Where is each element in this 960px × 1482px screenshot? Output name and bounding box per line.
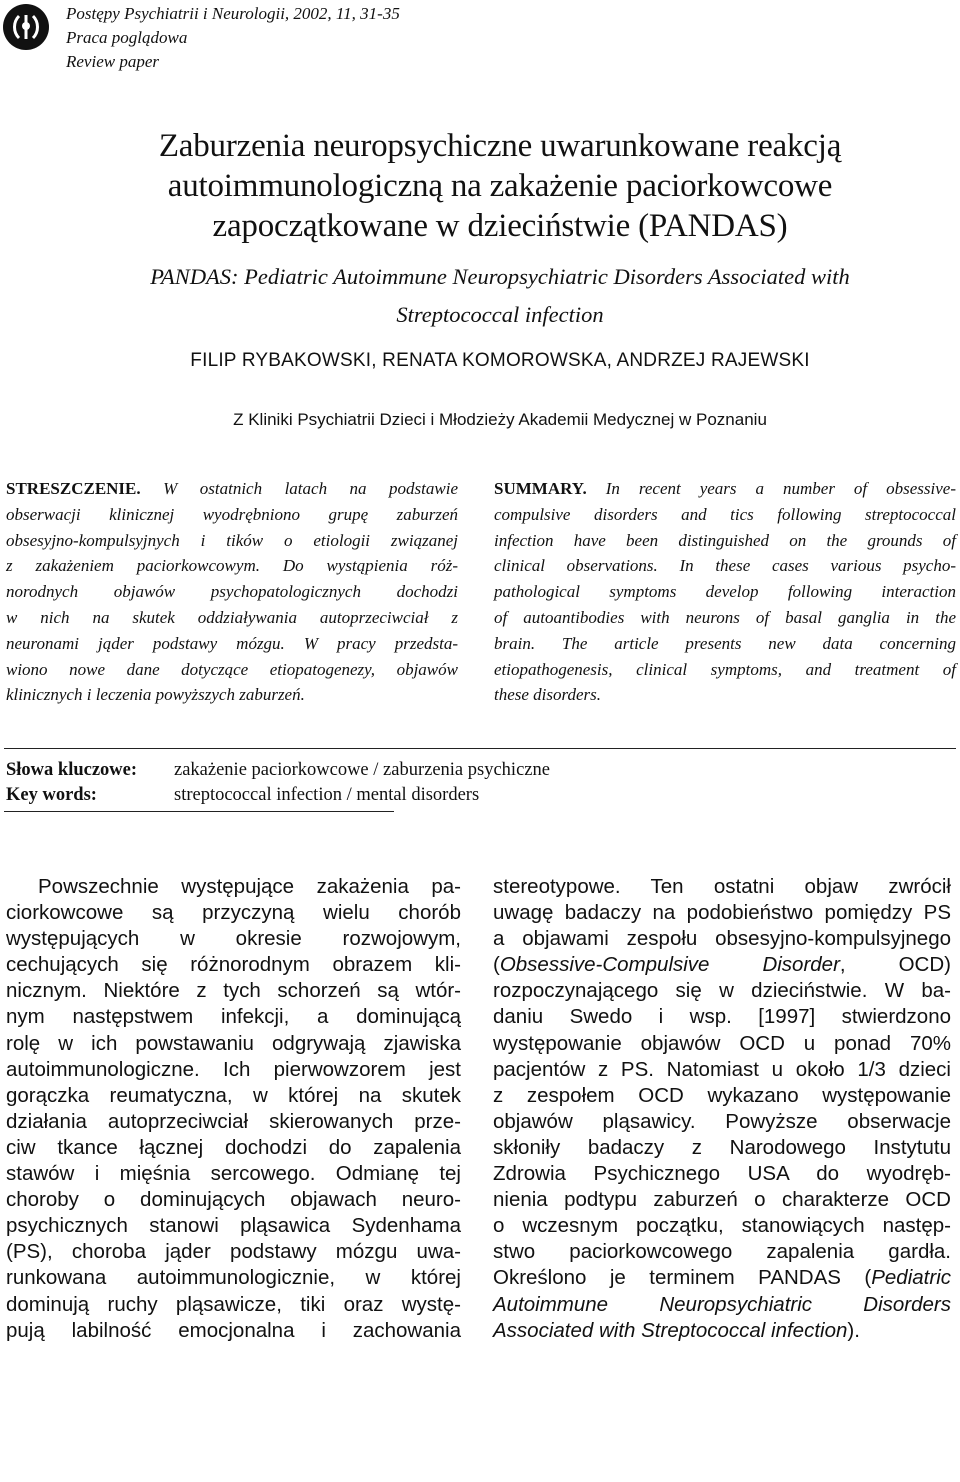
body-line: autoimmunologiczne. Ich pierwowzorem jest bbox=[6, 1057, 461, 1081]
affiliation: Z Kliniki Psychiatrii Dzieci i Młodzieży Akademii Medycznej w Poznaniu bbox=[233, 410, 767, 429]
abstract-line: brain. The article presents new data concerning bbox=[494, 633, 956, 653]
article-subtitle bbox=[60, 258, 940, 334]
body-line: nienia podtypu zaburzeń o charakterze OCD bbox=[493, 1188, 951, 1212]
abstract-line: compulsive disorders and tics following streptococcal bbox=[494, 504, 956, 524]
pandas-term: Pediatric bbox=[871, 1266, 951, 1290]
body-line: Autoimmune Neuropsychiatric Disorders bbox=[493, 1292, 951, 1316]
ocd-term: Obsessive-Compulsive Disorder bbox=[499, 953, 840, 977]
body-line: (PS), choroba jąder podstawy mózgu uwa- bbox=[6, 1240, 461, 1264]
pandas-term: Associated with Streptococcal infection bbox=[493, 1318, 848, 1342]
abstract-heading: SUMMARY. bbox=[494, 479, 587, 498]
body-line: nym następstwem infekcji, a dominującą bbox=[6, 1005, 461, 1029]
abstract-line: pathological symptoms develop following interaction bbox=[494, 582, 956, 602]
journal-header bbox=[66, 2, 400, 74]
body-line bbox=[493, 1318, 951, 1344]
abstract-line: neuronami jąder podstawy mózgu. W pracy przedsta- bbox=[6, 633, 458, 653]
body-line: daniu Swedo i wsp. [1997] stwierdzono bbox=[493, 1005, 951, 1029]
abstract-line: norodnych objawów psychopatologicznych dochodzi bbox=[6, 582, 458, 602]
body-line: Zdrowia Psychicznego USA do wyodręb- bbox=[493, 1162, 951, 1186]
title-line: autoimmunologiczną na zakażenie paciorkowcowe bbox=[167, 168, 833, 204]
body-line: nicznym. Niektóre z tych schorzeń są wtór- bbox=[6, 979, 461, 1003]
abstract-line: z zakażeniem paciorkowcowym. Do wystąpienia róż- bbox=[6, 556, 458, 576]
abstract-line: clinical observations. In these cases various psycho- bbox=[494, 556, 956, 576]
journal-logo-icon bbox=[3, 4, 49, 50]
journal-citation: Postępy Psychiatrii i Neurologii, 2002, 11, 31-35 bbox=[66, 4, 400, 23]
body-line: uwagę badaczy na podobieństwo pomiędzy PS bbox=[493, 901, 951, 925]
body-line: ciorkowcowe są przyczyną wielu chorób bbox=[6, 901, 461, 925]
body-line: psychicznych stanowi pląsawica Sydenhama bbox=[6, 1214, 461, 1238]
body-line bbox=[493, 1265, 951, 1291]
keywords-value: zakażenie paciorkowcowe / zaburzenia psychiczne bbox=[174, 760, 550, 780]
body-line: pują labilność emocjonalna i zachowania bbox=[6, 1318, 461, 1342]
body-line: Powszechnie występujące zakażenia pa- bbox=[38, 875, 461, 898]
body-text: Określono je terminem PANDAS ( bbox=[493, 1266, 872, 1290]
body-line: stereotypowe. Ten ostatni objaw zwrócił bbox=[493, 875, 951, 898]
body-line: rolę w ich powstawaniu odgrywają zjawiska bbox=[6, 1031, 461, 1055]
body-line: a objawami zespołu obsesyjno-kompulsyjnego bbox=[493, 927, 951, 951]
body-line: choroby o dominujących objawach neuro- bbox=[6, 1188, 461, 1212]
body-line bbox=[493, 952, 951, 978]
keywords-value: streptococcal infection / mental disorders bbox=[174, 785, 480, 805]
body-line: występujących w okresie rozwojowym, bbox=[6, 927, 461, 951]
body-column-left bbox=[6, 874, 461, 1344]
article-type-en: Review paper bbox=[66, 52, 159, 71]
abstract-line: obsesyjno-kompulsyjnych i tików o etiologii związanej bbox=[6, 530, 458, 550]
abstract-line bbox=[6, 476, 458, 502]
body-line: stwo paciorkowcowego zapalenia gardła. bbox=[493, 1240, 951, 1264]
title-line: zapoczątkowane w dzieciństwie (PANDAS) bbox=[212, 208, 788, 244]
body-line: o wczesnym początku, stanowiących następ- bbox=[493, 1214, 951, 1238]
body-text: , OCD) bbox=[839, 953, 951, 977]
abstract-line: etiopathogenesis, clinical symptoms, and treatment of bbox=[494, 659, 956, 679]
body-line: stawów i mięśnia sercowego. Odmianę tej bbox=[6, 1162, 461, 1186]
body-line: pacjentów z PS. Natomiast u około 1/3 dzieci bbox=[493, 1057, 951, 1081]
keywords-pl bbox=[6, 760, 550, 781]
body-line: dominują ruchy pląsawicze, tiki oraz wystę- bbox=[6, 1292, 461, 1316]
title-line: Zaburzenia neuropsychiczne uwarunkowane reakcją bbox=[158, 128, 842, 164]
body-line: objawów pląsawicy. Powyższe obserwacje bbox=[493, 1109, 951, 1133]
body-line: gorączka reumatyczna, w której na skutek bbox=[6, 1083, 461, 1107]
body-line: rozpoczynającego się w dzieciństwie. W ba- bbox=[493, 979, 951, 1003]
body-line: z zespołem OCD wykazano występowanie bbox=[493, 1083, 951, 1107]
abstract-line: wiono nowe dane dotyczące etiopatogenezy, objawów bbox=[6, 659, 458, 679]
abstract-line bbox=[494, 476, 956, 502]
body-line: występowanie objawów OCD u ponad 70% bbox=[493, 1031, 951, 1055]
author-list: FILIP RYBAKOWSKI, RENATA KOMOROWSKA, ANDRZEJ RAJEWSKI bbox=[190, 350, 810, 371]
article-title bbox=[60, 126, 940, 246]
abstract-heading: STRESZCZENIE. bbox=[6, 479, 141, 498]
keywords-top-rule bbox=[4, 748, 956, 749]
keywords-en bbox=[6, 785, 479, 806]
body-line: cechujących się różnorodnym obrazem kli- bbox=[6, 953, 461, 977]
abstract-text: W ostatnich latach na podstawie bbox=[163, 479, 458, 498]
body-line: skłoniły badaczy z Narodowego Instytutu bbox=[493, 1135, 951, 1159]
abstract-line: obserwacji klinicznej wyodrębniono grupę zaburzeń bbox=[6, 504, 458, 524]
subtitle-line: PANDAS: Pediatric Autoimmune Neuropsychiatric Disorders Associated with bbox=[150, 264, 850, 289]
keywords-bottom-rule bbox=[4, 811, 394, 812]
body-line: ciw tkance łącznej dochodzi do zapalenia bbox=[6, 1135, 461, 1159]
abstract-line: infection have been distinguished on the grounds of bbox=[494, 530, 956, 550]
abstract-line: of autoantibodies with neurons of basal ganglia in the bbox=[494, 607, 956, 627]
abstract-text: In recent years a number of obsessive- bbox=[605, 479, 956, 498]
keywords-label: Słowa kluczowe: bbox=[6, 760, 138, 780]
body-line: działania autoprzeciwciał skierowanych prze- bbox=[6, 1109, 461, 1133]
abstract-line: klinicznych i leczenia powyższych zaburzeń. bbox=[6, 685, 305, 705]
paren: ( bbox=[493, 953, 500, 977]
abstract-pl bbox=[6, 476, 458, 708]
keywords-label: Key words: bbox=[6, 785, 97, 805]
body-text: ). bbox=[847, 1318, 860, 1342]
subtitle-line: Streptococcal infection bbox=[396, 302, 604, 327]
abstract-line: these disorders. bbox=[494, 685, 602, 705]
body-column-right bbox=[493, 874, 951, 1344]
abstract-line: w nich na skutek oddziaływania autoprzeciwciał z bbox=[6, 607, 458, 627]
body-line: runkowana autoimmunologicznie, w której bbox=[6, 1266, 461, 1290]
article-type-pl: Praca poglądowa bbox=[66, 28, 188, 47]
abstract-en bbox=[494, 476, 956, 708]
